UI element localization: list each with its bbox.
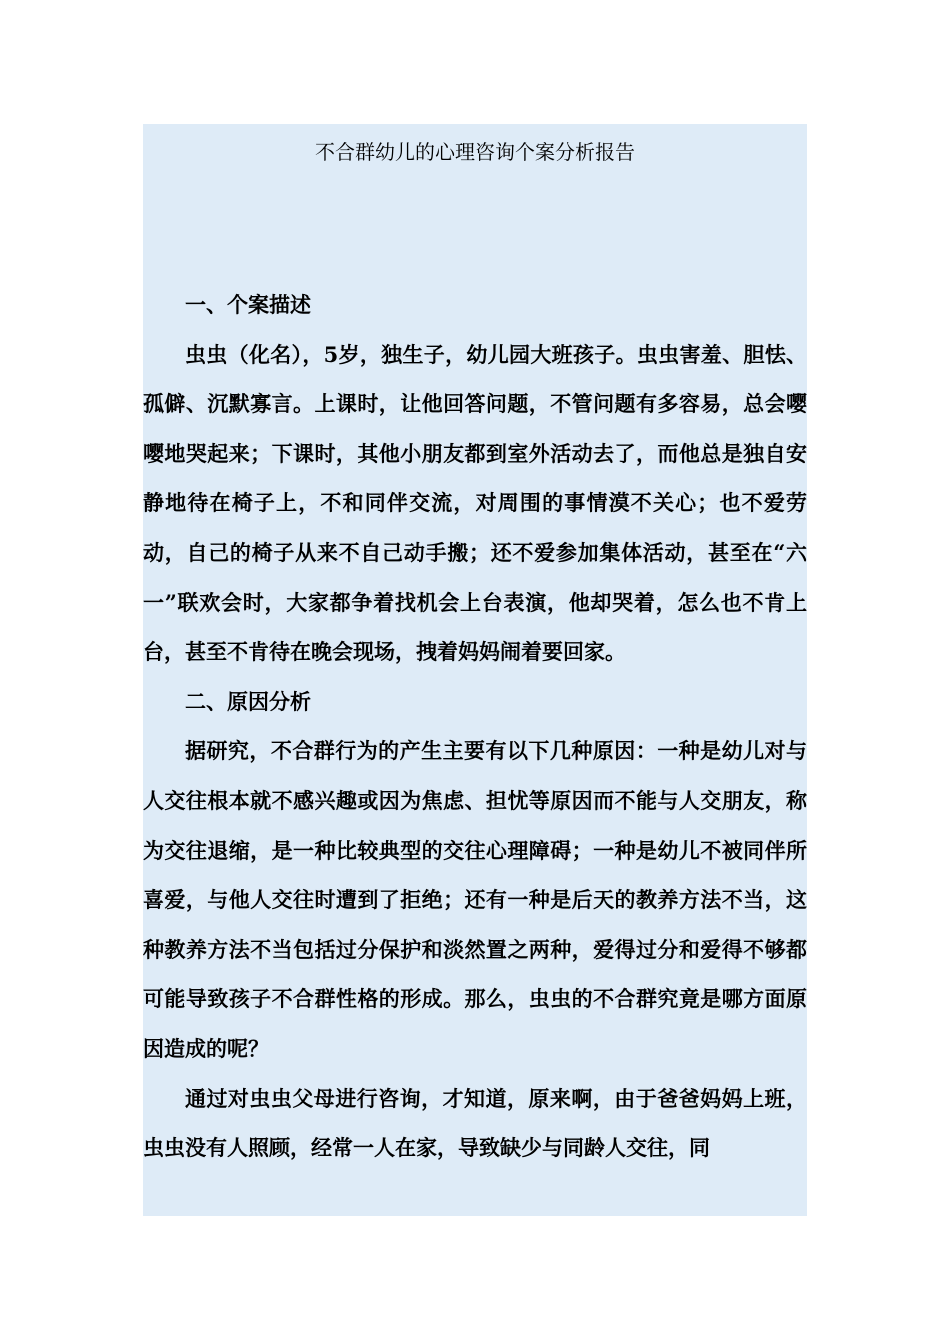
document-title: 不合群幼儿的心理咨询个案分析报告: [315, 140, 635, 164]
document-body: [143, 280, 807, 1173]
paragraph-case-description: 虫虫（化名），5岁，独生子，幼儿园大班孩子。虫虫害羞、胆怯、孤僻、沉默寡言。上课时，让他回答问题，不管问题有多容易，总会嘤嘤地哭起来；下课时，其他小朋友都到室外活动去了，而他总是独自安静地待在椅子上，不和同伴交流，对周围的事情漠不关心；也不爱劳动，自己的椅子从来不自己动手搬；还不爱参加集体活动，甚至在“六一”联欢会时，大家都争着找机会上台表演，他却哭着，怎么也不肯上台，甚至不肯待在晚会现场，拽着妈妈闹着要回家。: [143, 341, 807, 665]
section-heading-cause-analysis: 二、原因分析: [185, 688, 311, 714]
paragraph-cause-analysis-research: 据研究，不合群行为的产生主要有以下几种原因：一种是幼儿对与人交往根本就不感兴趣或因为焦虑、担忧等原因而不能与人交朋友，称为交往退缩，是一种比较典型的交往心理障碍；一种是幼儿不被同伴所喜爱，与他人交往时遭到了拒绝；还有一种是后天的教养方法不当，这种教养方法不当包括过分保护和淡然置之两种，爱得过分和爱得不够都可能导致孩子不合群性格的形成。那么，虫虫的不合群究竟是哪方面原因造成的呢？: [143, 738, 807, 1061]
section-heading-case-description: 一、个案描述: [185, 292, 311, 317]
document-text-block: [143, 124, 807, 1216]
paragraph-cause-analysis-consultation: 通过对虫虫父母进行咨询，才知道，原来啊，由于爸爸妈妈上班，虫虫没有人照顾，经常一人在家，导致缺少与同龄人交往，同: [143, 1085, 807, 1161]
